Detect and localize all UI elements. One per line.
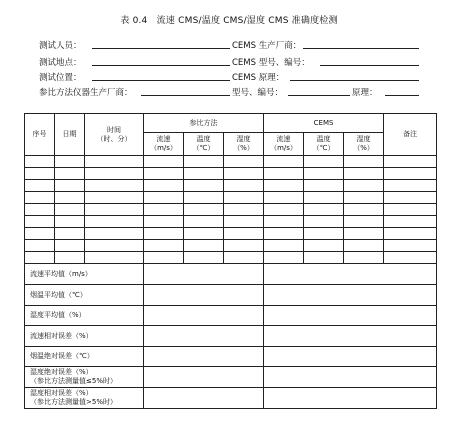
table-row (25, 168, 437, 180)
cems-model-field-line[interactable] (320, 65, 419, 66)
table-cell[interactable] (384, 156, 437, 168)
table-cell[interactable] (184, 252, 224, 264)
table-cell[interactable] (25, 204, 55, 216)
header-cems-flow: 流速 （m/s） (264, 133, 304, 156)
table-cell[interactable] (144, 192, 184, 204)
table-cell[interactable] (184, 216, 224, 228)
summary-ref-value[interactable] (144, 388, 264, 409)
summary-label: 湿度绝对误差（%） （参比方法测量值≤5%时） (25, 367, 144, 388)
table-cell[interactable] (184, 180, 224, 192)
header-ref-temp: 温度 （℃） (184, 133, 224, 156)
site-label: 测试地点： (39, 58, 82, 68)
table-cell[interactable] (184, 204, 224, 216)
table-cell[interactable] (224, 180, 264, 192)
table-cell[interactable] (264, 252, 304, 264)
table-cell[interactable] (55, 180, 85, 192)
table-cell[interactable] (25, 228, 55, 240)
ref-model-label: 型号、编号： (232, 88, 284, 98)
table-cell[interactable] (344, 240, 384, 252)
table-row (25, 192, 437, 204)
header-cems-temp: 温度 （℃） (304, 133, 344, 156)
header-cems: CEMS (264, 114, 384, 133)
table-cell[interactable] (85, 228, 144, 240)
table-cell[interactable] (264, 168, 304, 180)
table-cell[interactable] (344, 180, 384, 192)
table-title: 表 0.4 流速 CMS/温度 CMS/湿度 CMS 准确度检测 (120, 16, 338, 26)
table-cell[interactable] (224, 156, 264, 168)
summary-ref-value[interactable] (144, 306, 264, 326)
table-cell[interactable] (85, 216, 144, 228)
table-cell[interactable] (25, 156, 55, 168)
table-cell[interactable] (55, 228, 85, 240)
summary-label: 流速平均值（m/s） (25, 264, 144, 285)
table-cell[interactable] (384, 192, 437, 204)
table-cell[interactable] (264, 192, 304, 204)
summary-cems-value[interactable] (264, 326, 437, 347)
table-cell[interactable] (144, 156, 184, 168)
summary-ref-value[interactable] (144, 326, 264, 347)
summary-cems-value[interactable] (264, 285, 437, 306)
table-cell[interactable] (85, 180, 144, 192)
table-cell[interactable] (304, 240, 344, 252)
table-cell[interactable] (144, 216, 184, 228)
header-ref-flow: 流速 （m/s） (144, 133, 184, 156)
table-row (25, 240, 437, 252)
table-cell[interactable] (264, 216, 304, 228)
ref-principle-field-line[interactable] (385, 95, 419, 96)
table-cell[interactable] (264, 180, 304, 192)
summary-cems-value[interactable] (264, 367, 437, 388)
table-cell[interactable] (224, 192, 264, 204)
table-cell[interactable] (384, 168, 437, 180)
table-cell[interactable] (144, 180, 184, 192)
header-remarks: 备注 (384, 114, 437, 156)
table-cell[interactable] (344, 216, 384, 228)
table-cell[interactable] (184, 192, 224, 204)
cems-maker-field-line[interactable] (303, 48, 419, 49)
header-date: 日期 (55, 114, 85, 156)
table-row (25, 156, 437, 168)
table-cell[interactable] (25, 192, 55, 204)
table-cell[interactable] (344, 252, 384, 264)
table-cell[interactable] (184, 156, 224, 168)
location-label: 测试位置： (39, 73, 82, 83)
tester-label: 测试人员： (39, 41, 82, 51)
summary-row (25, 285, 437, 306)
table-cell[interactable] (144, 204, 184, 216)
table-cell[interactable] (55, 240, 85, 252)
table-cell[interactable] (184, 228, 224, 240)
summary-label: 烟温绝对误差（℃） (25, 347, 144, 367)
table-cell[interactable] (264, 228, 304, 240)
summary-label: 流速相对误差（%） (25, 326, 144, 347)
summary-label: 烟温平均值（℃） (25, 285, 144, 306)
table-cell[interactable] (25, 180, 55, 192)
table-row (25, 216, 437, 228)
summary-cems-value[interactable] (264, 388, 437, 409)
summary-label: 湿度相对误差（%） （参比方法测量值>5%时） (25, 388, 144, 409)
summary-cems-value[interactable] (264, 264, 437, 285)
cems-model-label: CEMS 型号、编号： (232, 58, 310, 68)
ref-maker-label: 参比方法仪器生产厂商： (39, 88, 133, 98)
table-cell[interactable] (144, 252, 184, 264)
table-cell[interactable] (85, 156, 144, 168)
table-cell[interactable] (85, 204, 144, 216)
summary-label: 湿度平均值（%） (25, 306, 144, 326)
accuracy-table (24, 113, 437, 409)
table-cell[interactable] (304, 204, 344, 216)
summary-ref-value[interactable] (144, 264, 264, 285)
table-cell[interactable] (344, 156, 384, 168)
cems-principle-label: CEMS 原理： (232, 73, 285, 83)
summary-row (25, 326, 437, 347)
table-cell[interactable] (25, 168, 55, 180)
table-cell[interactable] (224, 216, 264, 228)
table-cell[interactable] (85, 168, 144, 180)
table-cell[interactable] (384, 204, 437, 216)
table-cell[interactable] (55, 252, 85, 264)
ref-maker-field-line[interactable] (141, 95, 230, 96)
table-cell[interactable] (55, 204, 85, 216)
table-cell[interactable] (224, 240, 264, 252)
summary-row (25, 367, 437, 388)
summary-ref-value[interactable] (144, 367, 264, 388)
table-cell[interactable] (25, 240, 55, 252)
table-row (25, 252, 437, 264)
summary-row (25, 388, 437, 409)
header-ref-method: 参比方法 (144, 114, 264, 133)
table-row (25, 180, 437, 192)
table-cell[interactable] (384, 252, 437, 264)
tester-field-line[interactable] (92, 48, 230, 49)
table-cell[interactable] (224, 252, 264, 264)
header-seq: 序号 (25, 114, 55, 156)
table-cell[interactable] (304, 192, 344, 204)
summary-cems-value[interactable] (264, 347, 437, 367)
header-cems-humidity: 湿度 （%） (344, 133, 384, 156)
table-cell[interactable] (304, 216, 344, 228)
table-cell[interactable] (344, 168, 384, 180)
table-row (25, 228, 437, 240)
table-cell[interactable] (384, 240, 437, 252)
table-cell[interactable] (55, 216, 85, 228)
table-cell[interactable] (144, 240, 184, 252)
ref-principle-label: 原理： (352, 88, 378, 98)
table-cell[interactable] (304, 156, 344, 168)
summary-ref-value[interactable] (144, 285, 264, 306)
table-cell[interactable] (384, 216, 437, 228)
summary-row (25, 306, 437, 326)
table-cell[interactable] (144, 228, 184, 240)
table-cell[interactable] (264, 156, 304, 168)
table-cell[interactable] (224, 168, 264, 180)
summary-row (25, 347, 437, 367)
summary-cems-value[interactable] (264, 306, 437, 326)
table-cell[interactable] (384, 228, 437, 240)
summary-ref-value[interactable] (144, 347, 264, 367)
table-cell[interactable] (25, 216, 55, 228)
table-cell[interactable] (85, 192, 144, 204)
summary-row (25, 264, 437, 285)
table-cell[interactable] (304, 168, 344, 180)
table-cell[interactable] (224, 228, 264, 240)
table-cell[interactable] (304, 252, 344, 264)
table-cell[interactable] (55, 156, 85, 168)
table-cell[interactable] (224, 204, 264, 216)
header-time: 时间 （时、分） (85, 114, 144, 156)
table-cell[interactable] (304, 228, 344, 240)
header-ref-humidity: 湿度 （%） (224, 133, 264, 156)
table-cell[interactable] (55, 192, 85, 204)
table-cell[interactable] (184, 168, 224, 180)
table-cell[interactable] (85, 240, 144, 252)
table-cell[interactable] (264, 240, 304, 252)
table-cell[interactable] (344, 192, 384, 204)
table-cell[interactable] (344, 228, 384, 240)
table-cell[interactable] (184, 240, 224, 252)
table-cell[interactable] (264, 204, 304, 216)
table-cell[interactable] (344, 204, 384, 216)
cems-principle-field-line[interactable] (290, 80, 419, 81)
table-row (25, 204, 437, 216)
table-cell[interactable] (144, 168, 184, 180)
ref-model-field-line[interactable] (288, 95, 350, 96)
site-field-line[interactable] (92, 65, 230, 66)
table-cell[interactable] (25, 252, 55, 264)
table-cell[interactable] (85, 252, 144, 264)
table-cell[interactable] (384, 180, 437, 192)
cems-maker-label: CEMS 生产厂商： (232, 41, 302, 51)
table-cell[interactable] (304, 180, 344, 192)
location-field-line[interactable] (92, 80, 230, 81)
table-cell[interactable] (55, 168, 85, 180)
